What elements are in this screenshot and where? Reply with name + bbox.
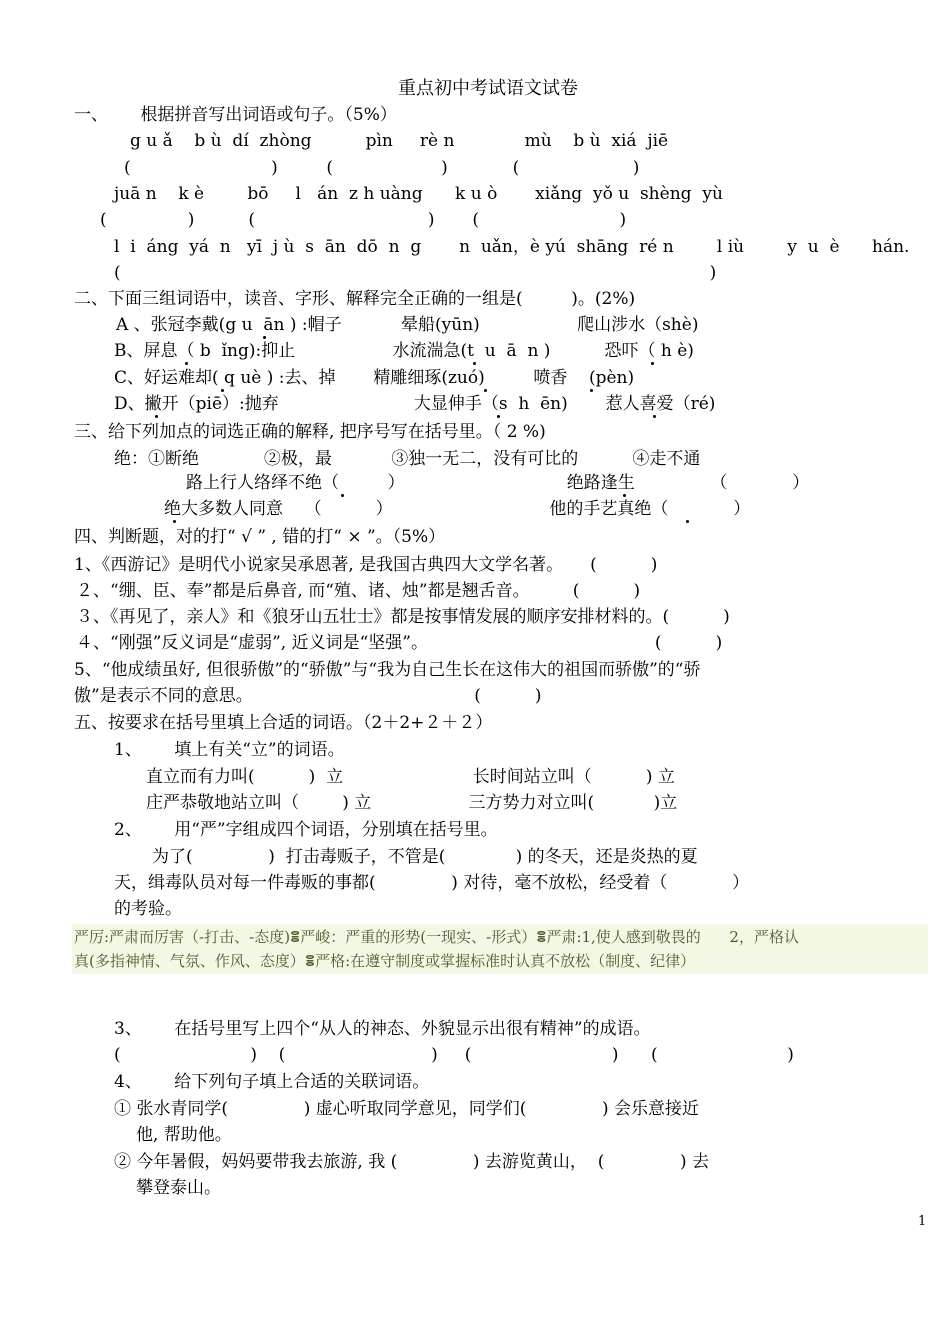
subq-2-line-3: 的考验。 — [114, 899, 182, 919]
subq-3-brackets: ( ) ( ) ( ) ( ) — [114, 1045, 794, 1065]
emphasis-dot — [686, 520, 689, 523]
emphasis-dot — [173, 520, 176, 523]
subq-4-item-2: ② 今年暑假，妈妈要带我去旅游, 我 ( ) 去游览黄山， ( ) 去 — [114, 1152, 710, 1172]
subq-2-line-2: 天，缉毒队员对每一件毒贩的事都( ) 对待，毫不放松，经受着（ ） — [114, 873, 750, 893]
subq-1-row-2: 庄严恭敬地站立叫（ ) 立 三方势力对立叫( )立 — [146, 793, 678, 813]
option-a: A 、张冠李戴(g u ān ) :帽子 晕船(yūn) 爬山涉水（shè) — [116, 315, 699, 335]
emphasis-dot — [341, 494, 344, 497]
option-d: D、撇开（piē）:抛弃 大显伸手（s h ēn) 惹人喜爱（ré) — [114, 394, 716, 414]
highlighted-hint-box — [72, 924, 928, 974]
answer-brackets-3: ( ) — [114, 263, 717, 283]
subq-3: 3、 在括号里写上四个“从人的神态、外貌显示出很有精神”的成语。 — [114, 1019, 651, 1039]
section-5-heading: 五、按要求在括号里填上合适的词语。（2＋2+２＋２） — [74, 713, 493, 733]
judge-item-5-cont: 傲”是表示不同的意思。 ( ) — [74, 686, 542, 706]
subq-2-line-1: 为了( ) 打击毒贩子，不管是( ) 的冬天，还是炎热的夏 — [152, 847, 698, 867]
emphasis-dot — [155, 415, 158, 418]
emphasis-dot — [651, 362, 654, 365]
judge-item-4: ４、“刚强”反义词是“虚弱”, 近义词是“坚强”。 ( ) — [76, 633, 723, 653]
emphasis-dot — [263, 336, 266, 339]
subq-4-item-2-cont: 攀登泰山。 — [136, 1178, 221, 1198]
judge-item-3: ３、《再见了，亲人》和《狼牙山五壮士》都是按事情发展的顺序安排材料的。( ) — [76, 607, 730, 627]
sentence-row-1: 路上行人络绎不绝（ ） 绝路逢生 （ ） — [186, 473, 810, 493]
judge-item-2: ２、“绷、臣、奉”都是后鼻音, 而“殖、诸、烛”都是翘舌音。 ( ) — [76, 581, 641, 601]
pinyin-row-1: g u ǎ b ù dí zhòng pìn rè n mù b ù xiá jiē — [130, 131, 669, 151]
emphasis-dot — [623, 494, 626, 497]
definitions-row: 绝：①断绝 ②极，最 ③独一无二，没有可比的 ④走不通 — [114, 449, 701, 469]
page-title: 重点初中考试语文试卷 — [398, 78, 578, 99]
pinyin-row-2: juā n k è bō l án z h uàng k u ò xiǎng yǒ u shèng yù — [114, 184, 723, 204]
hint-line-2: 真(多指神情、气氛、作风、态度）ⴻ严格:在遵守制度或掌握标准时认真不放松（制度、纪律） — [74, 952, 696, 970]
answer-brackets-1: ( ) ( ) ( ) — [124, 158, 640, 178]
emphasis-dot — [497, 415, 500, 418]
answer-brackets-2: ( ) ( ) ( ) — [100, 210, 627, 230]
section-2-heading: 二、下面三组词语中，读音、字形、解释完全正确的一组是( )。(2%) — [74, 289, 636, 309]
emphasis-dot — [484, 389, 487, 392]
page-number: 1 — [918, 1214, 927, 1229]
judge-item-1: 1、《西游记》是明代小说家吴承恩著, 是我国古典四大文学名著。 ( ) — [74, 555, 658, 575]
option-b: B、屏息（ b ǐng):抑止 水流湍急(t u ā n ) 恐吓（ h è) — [114, 341, 694, 361]
subq-4: 4、 给下列句子填上合适的关联词语。 — [114, 1072, 430, 1092]
option-c: C、好运难却( q uè ) :去、掉 精雕细琢(zuó) 喷香 (pèn) — [114, 368, 635, 388]
hint-line-1: 严厉:严肃而厉害（-打击、-态度)ⴻ严峻：严重的形势(一现实、-形式）ⴻ严肃:1,使人感到敬畏的 2，严格认 — [74, 928, 799, 946]
emphasis-dot — [590, 389, 593, 392]
emphasis-dot — [185, 362, 188, 365]
judge-item-5: 5、“他成绩虽好, 但很骄傲”的“骄傲”与“我为自己生长在这伟大的祖国而骄傲”的“骄 — [74, 660, 701, 680]
emphasis-dot — [221, 389, 224, 392]
subq-1: 1、 填上有关“立”的词语。 — [114, 740, 345, 760]
subq-1-row-1: 直立而有力叫( ) 立 长时间站立叫（ ) 立 — [146, 767, 675, 787]
subq-4-item-1: ① 张水青同学( ) 虚心听取同学意见，同学们( ) 会乐意接近 — [114, 1099, 700, 1119]
section-1-heading: 一、 根据拼音写出词语或句子。（5%） — [74, 105, 397, 125]
subq-2: 2、 用“严”字组成四个词语，分别填在括号里。 — [114, 820, 498, 840]
emphasis-dot — [653, 415, 656, 418]
section-3-heading: 三、给下列加点的词选正确的解释, 把序号写在括号里。（ 2 %) — [74, 422, 546, 442]
subq-4-item-1-cont: 他, 帮助他。 — [136, 1125, 232, 1145]
section-4-heading: 四、判断题，对的打“ √ ” , 错的打“ × ”。（5%） — [74, 527, 446, 547]
sentence-row-2: 绝大多数人同意 （ ） 他的手艺真绝（ ） — [164, 499, 751, 519]
emphasis-dot — [473, 362, 476, 365]
pinyin-row-3: l i áng yá n yī j ù s ān dō n g n uǎn，è yú shāng ré n l iù y u è hán. — [114, 237, 910, 257]
